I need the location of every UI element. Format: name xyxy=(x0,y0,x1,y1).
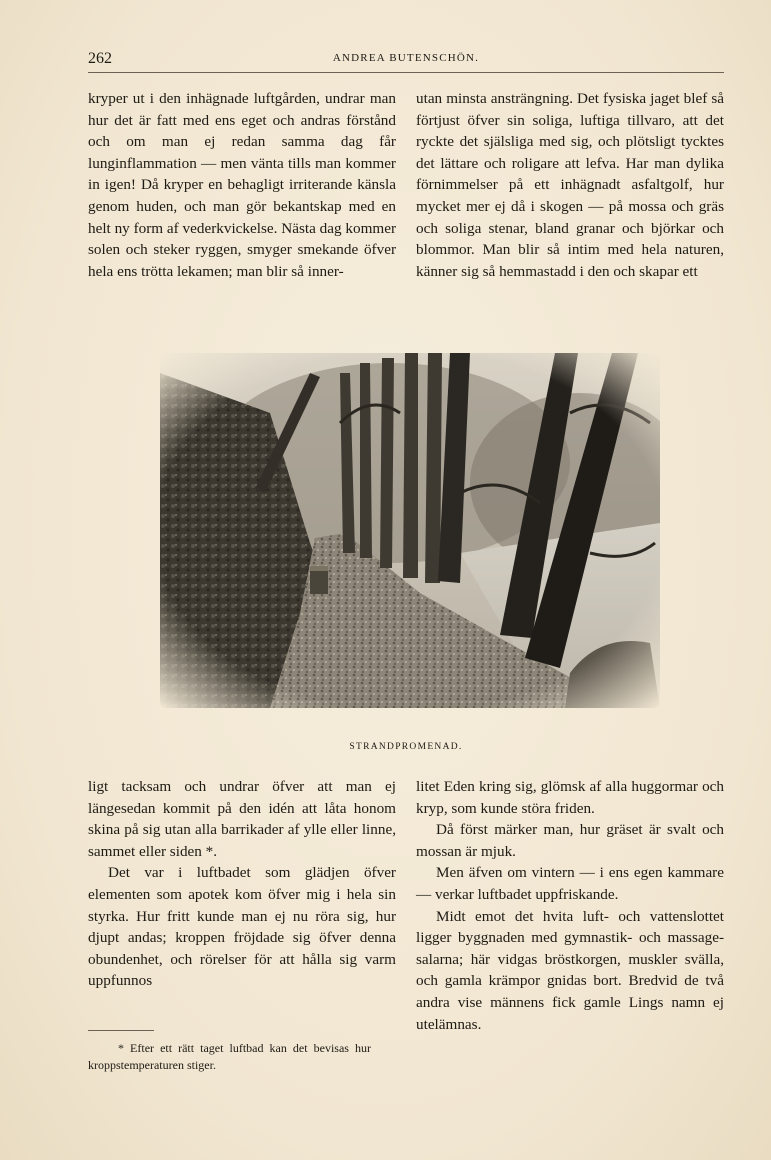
footnote: * Efter ett rätt taget luftbad kan det bevisas hur kroppstemperaturen stiger. xyxy=(88,1041,371,1072)
page-header xyxy=(88,50,724,72)
footnote-rule xyxy=(88,1030,154,1031)
text-column-top-left xyxy=(88,88,396,282)
paragraph: Men äfven om vintern — i ens egen kammare — verkar luftbadet uppfriskande. xyxy=(416,864,724,903)
paragraph: Midt emot det hvita luft- och vattenslottet ligger byggnaden med gymnastik- och massage-salarna; här vidgas bröstkorgen, muskler svälla, och gamla krämpor gnidas bort. Bredvid de två andra vise männens fick gamle Lings namn ej utelämnas. xyxy=(416,907,724,1033)
text-column-top-right xyxy=(416,88,724,282)
paragraph: kryper ut i den inhägnade luftgården, undrar man hur det är fatt med ens eget och andras förstånd och om man ej redan samma dag får lunginflammation — men vänta tills man kommer in igen! Då kryper en behagligt irriterande känsla genom huden, och man gör bekantskap med en helt ny form af vederkvickelse. Nästa dag kommer solen och steker ryggen, smyger smekande öfver hela ens trötta lekamen; man blir så inner- xyxy=(88,90,396,280)
paragraph: Då först märker man, hur gräset är svalt och mossan är mjuk. xyxy=(416,821,724,860)
paragraph: litet Eden kring sig, glömsk af alla huggormar och kryp, som kunde störa friden. xyxy=(416,778,724,817)
text-column-bottom-left xyxy=(88,776,396,992)
photograph-lakeside-path xyxy=(160,353,660,708)
text-column-bottom-right xyxy=(416,776,724,1035)
header-rule xyxy=(88,72,724,73)
paragraph: ligt tacksam och undrar öfver att man ej längesedan kommit på den idén att låta honom skina på sig utan alla barrikader af ylle eller linne, sammet eller siden *. xyxy=(88,778,396,860)
figure-caption: STRANDPROMENAD. xyxy=(349,742,463,752)
running-head: ANDREA BUTENSCHÖN. xyxy=(332,52,480,64)
paragraph: utan minsta ansträngning. Det fysiska jaget blef så förtjust öfver sin soliga, luftiga tillvaro, att det ryckte det själsliga med sig, och plötsligt tycktes det lättare och roligare att lefva. Har man dylika förnimmelser på ett inhägnadt asfaltgolf, hur mycket mer ej då i skogen — på mossa och gräs och soliga stenar, bland granar och björkar och blommor. Man blir så intim med hela naturen, känner sig så hemmastadd i den och skapar ett xyxy=(416,90,724,280)
paragraph: Det var i luftbadet som glädjen öfver elementen som apotek kom öfver mig i hela sin styrka. Hur fritt kunde man ej nu röra sig, hur djupt andas; kroppen fröjdade sig öfver denna obundenhet, och rörelser för att hålla sig varm uppfunnos xyxy=(88,864,396,990)
page-number: 262 xyxy=(88,50,112,67)
